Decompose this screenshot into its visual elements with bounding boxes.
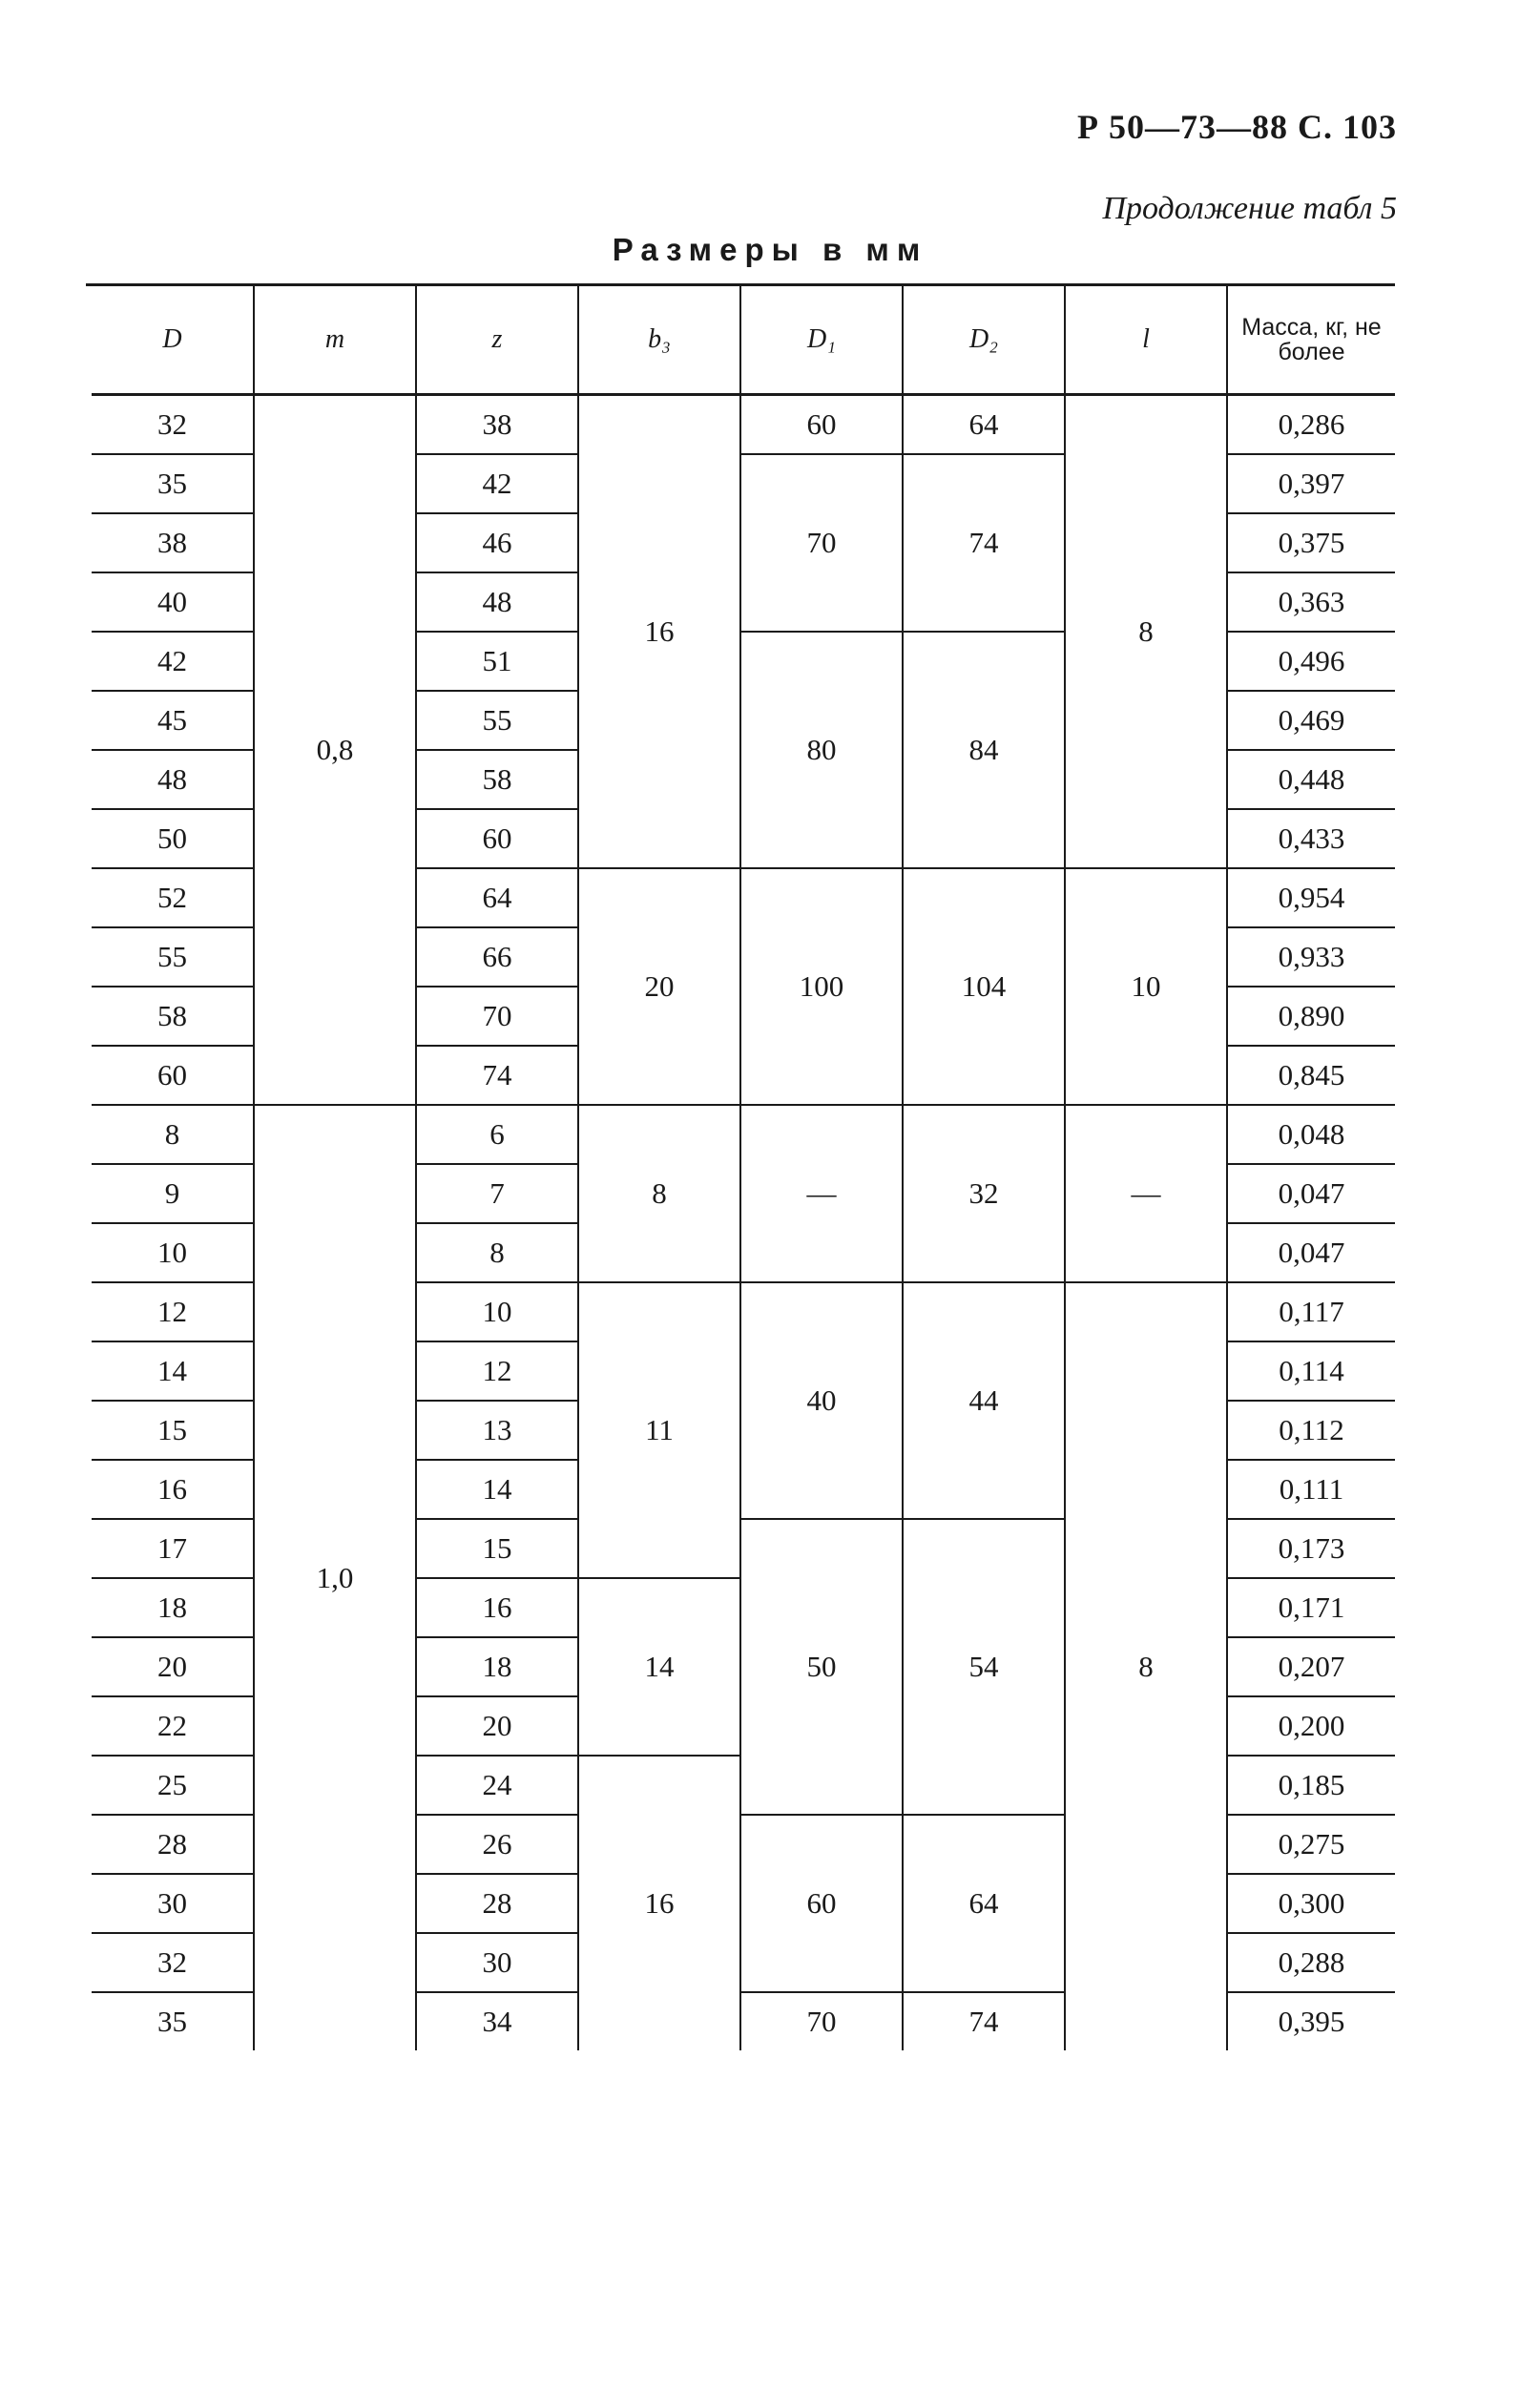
cell-z: 64 (416, 868, 578, 927)
cell-m: 1,0 (254, 1105, 416, 2050)
cell-z: 55 (416, 691, 578, 750)
cell-D: 52 (92, 868, 254, 927)
cell-d1: 70 (740, 454, 903, 632)
cell-z: 16 (416, 1578, 578, 1637)
cell-D: 60 (92, 1046, 254, 1105)
cell-d2: 54 (903, 1519, 1065, 1815)
cell-z: 66 (416, 927, 578, 987)
cell-z: 58 (416, 750, 578, 809)
cell-mass: 0,047 (1227, 1223, 1395, 1282)
column-header-l: l (1065, 286, 1227, 395)
cell-z: 14 (416, 1460, 578, 1519)
cell-d2: 74 (903, 454, 1065, 632)
column-header-z: z (416, 286, 578, 395)
cell-z: 7 (416, 1164, 578, 1223)
cell-mass: 0,112 (1227, 1401, 1395, 1460)
cell-d2: 64 (903, 1815, 1065, 1992)
cell-D: 32 (92, 395, 254, 455)
cell-d2: 64 (903, 395, 1065, 455)
cell-d2: 32 (903, 1105, 1065, 1282)
cell-d2: 104 (903, 868, 1065, 1105)
cell-d1: 60 (740, 395, 903, 455)
cell-b3: 11 (578, 1282, 740, 1578)
cell-d1: 40 (740, 1282, 903, 1519)
cell-D: 58 (92, 987, 254, 1046)
cell-D: 55 (92, 927, 254, 987)
cell-z: 10 (416, 1282, 578, 1341)
column-header-D2: D₂ (903, 286, 1065, 395)
table-continuation-note: Продолжение табл 5 (1102, 191, 1397, 226)
cell-mass: 0,395 (1227, 1992, 1395, 2050)
cell-l: 8 (1065, 395, 1227, 869)
table-row (92, 1105, 1395, 1164)
cell-mass: 0,185 (1227, 1756, 1395, 1815)
cell-z: 46 (416, 513, 578, 572)
cell-D: 25 (92, 1756, 254, 1815)
column-header-D1: D₁ (740, 286, 903, 395)
cell-z: 48 (416, 572, 578, 632)
size-table (92, 286, 1395, 2050)
units-caption: Размеры в мм (612, 232, 928, 267)
table-row (92, 395, 1395, 455)
cell-mass: 0,114 (1227, 1341, 1395, 1401)
cell-z: 30 (416, 1933, 578, 1992)
cell-mass: 0,111 (1227, 1460, 1395, 1519)
cell-z: 6 (416, 1105, 578, 1164)
cell-D: 15 (92, 1401, 254, 1460)
cell-D: 40 (92, 572, 254, 632)
cell-mass: 0,375 (1227, 513, 1395, 572)
cell-z: 15 (416, 1519, 578, 1578)
cell-D: 50 (92, 809, 254, 868)
cell-z: 13 (416, 1401, 578, 1460)
cell-m: 0,8 (254, 395, 416, 1106)
cell-l: 8 (1065, 1282, 1227, 2050)
document-reference: Р 50—73—88 С. 103 (1077, 108, 1397, 146)
cell-D: 10 (92, 1223, 254, 1282)
cell-mass: 0,890 (1227, 987, 1395, 1046)
cell-D: 48 (92, 750, 254, 809)
cell-D: 42 (92, 632, 254, 691)
cell-d2: 84 (903, 632, 1065, 868)
cell-mass: 0,288 (1227, 1933, 1395, 1992)
cell-l: — (1065, 1105, 1227, 1282)
cell-d1: 70 (740, 1992, 903, 2050)
cell-D: 8 (92, 1105, 254, 1164)
cell-D: 45 (92, 691, 254, 750)
column-header-b3: b₃ (578, 286, 740, 395)
cell-z: 51 (416, 632, 578, 691)
column-header-m: m (254, 286, 416, 395)
cell-d1: 100 (740, 868, 903, 1105)
cell-mass: 0,171 (1227, 1578, 1395, 1637)
cell-D: 20 (92, 1637, 254, 1696)
cell-z: 18 (416, 1637, 578, 1696)
cell-mass: 0,048 (1227, 1105, 1395, 1164)
cell-mass: 0,117 (1227, 1282, 1395, 1341)
cell-D: 22 (92, 1696, 254, 1756)
cell-D: 14 (92, 1341, 254, 1401)
cell-mass: 0,286 (1227, 395, 1395, 455)
cell-mass: 0,200 (1227, 1696, 1395, 1756)
cell-mass: 0,845 (1227, 1046, 1395, 1105)
cell-D: 12 (92, 1282, 254, 1341)
cell-z: 70 (416, 987, 578, 1046)
cell-z: 26 (416, 1815, 578, 1874)
cell-b3: 8 (578, 1105, 740, 1282)
cell-mass: 0,448 (1227, 750, 1395, 809)
cell-D: 16 (92, 1460, 254, 1519)
cell-d1: 60 (740, 1815, 903, 1992)
cell-D: 18 (92, 1578, 254, 1637)
cell-D: 35 (92, 454, 254, 513)
cell-z: 42 (416, 454, 578, 513)
cell-b3: 16 (578, 395, 740, 869)
cell-b3: 14 (578, 1578, 740, 1756)
cell-z: 20 (416, 1696, 578, 1756)
cell-mass: 0,954 (1227, 868, 1395, 927)
cell-z: 34 (416, 1992, 578, 2050)
cell-mass: 0,173 (1227, 1519, 1395, 1578)
cell-l: 10 (1065, 868, 1227, 1105)
column-header-mass: Масса, кг, не более (1227, 286, 1395, 395)
cell-mass: 0,933 (1227, 927, 1395, 987)
cell-D: 35 (157, 2005, 187, 2038)
cell-d2: 74 (903, 1992, 1065, 2050)
cell-D: 28 (92, 1815, 254, 1874)
cell-z: 74 (416, 1046, 578, 1105)
cell-mass: 0,433 (1227, 809, 1395, 868)
cell-b3: 20 (578, 868, 740, 1105)
cell-D: 30 (92, 1874, 254, 1933)
cell-mass: 0,047 (1227, 1164, 1395, 1223)
cell-D: 38 (92, 513, 254, 572)
cell-z: 24 (416, 1756, 578, 1815)
table-body (92, 395, 1395, 2051)
cell-z: 60 (416, 809, 578, 868)
cell-mass: 0,300 (1227, 1874, 1395, 1933)
cell-mass: 0,363 (1227, 572, 1395, 632)
cell-z: 38 (416, 395, 578, 455)
cell-d2: 44 (903, 1282, 1065, 1519)
cell-D: 32 (92, 1933, 254, 1992)
cell-D: 9 (92, 1164, 254, 1223)
cell-d1: — (740, 1105, 903, 1282)
cell-z: 28 (416, 1874, 578, 1933)
table-header-row (92, 286, 1395, 395)
cell-mass: 0,207 (1227, 1637, 1395, 1696)
column-header-D: D (92, 286, 254, 395)
cell-mass: 0,275 (1227, 1815, 1395, 1874)
cell-d1: 80 (740, 632, 903, 868)
cell-mass: 0,469 (1227, 691, 1395, 750)
cell-mass: 0,496 (1227, 632, 1395, 691)
cell-b3: 16 (578, 1756, 740, 2050)
cell-mass: 0,397 (1227, 454, 1395, 513)
cell-z: 12 (416, 1341, 578, 1401)
cell-D: 17 (92, 1519, 254, 1578)
cell-d1: 50 (740, 1519, 903, 1815)
cell-z: 8 (416, 1223, 578, 1282)
